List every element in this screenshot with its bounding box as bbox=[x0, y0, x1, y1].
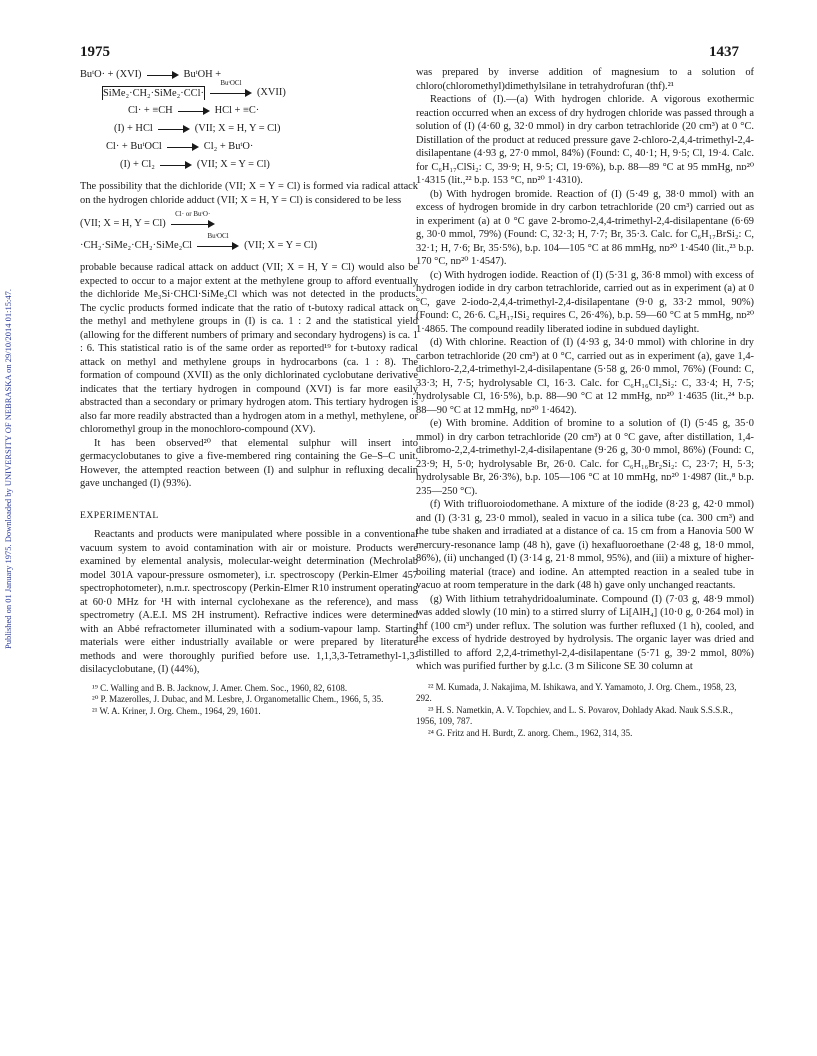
right-column bbox=[416, 66, 754, 739]
reaction-scheme bbox=[80, 66, 418, 174]
section-heading: EXPERIMENTAL bbox=[80, 509, 159, 521]
paragraph: probable because radical attack on adduct (VII; X = H, Y = Cl) would also be expected to occur to a major extent at the methylene group to afford eventually the dichloride Me₃Si·CHCl·SiMe₂Cl which was not detected in the products. The cyclic products formed indicate that the ratio of t-butoxy radical attack on the methyl and methylene groups in (I) is ca. 1 : 2 and the statistical yield (allowing for the different numbers of primary and secondary hydrogens) is ca. 1 : 6. This statistical ratio is of the same order as reported¹⁹ for t-butoxy radical attack on methyl and methylene groups in hydrocarbons (ca. 1 : 8). The formation of compound (XVII) as the only dichlorinated cyclobutane derivative indicates that the tertiary hydrogen in compound (XVI) is far more easily abstracted than a secondary or primary hydrogen atom. This tertiary hydrogen is also far more readily abstracted than a hydrogen atom in a methyl, methylene, or chloromethyl group in the monochloro-compound (XV). bbox=[80, 262, 418, 435]
paragraph: (f) With trifluoroiodomethane. A mixture of the iodide (8·23 g, 42·0 mmol) and (I) (3·31 g, 23·0 mmol), sealed in vacuo in a silica tube (ca. 300 cm³) and the tube shaken and irradiated at a distance of ca. 15 cm from a Hanovia 500 W mercury-resonance lamp (48 h), gave (i) hexafluoroethane (2·48 g, 18·0 mmol, 86%), (ii) unchanged (I) (3·14 g, 21·8 mmol, 95%), and (iii) a mixture of higher-boiling material (trace) and iodine. An attempted reaction in a sealed tube in vacuo at room temperature in the dark (48 h) gave only unchanged reactants. bbox=[416, 499, 754, 591]
footnotes bbox=[416, 682, 754, 740]
paragraph: (e) With bromine. Addition of bromine to a solution of (I) (5·45 g, 35·0 mmol) in dry carbon tetrachloride (20 cm³) at 0 °C gave, after distillation, 1,4-dibromo-2,2,4-trimethyl-2,4-disilapentane (9·26 g, 30·0 mmol, 86%) (Found: C, 23·9; H, 5·0; hydrolysable Br, 26·0. Calc. for C₆H₁₆Br₂Si₂: C, 23·7; H, 5·3; hydrolysable Br, 26·3%), b.p. 105—106 °C at 10 mmHg, nᴅ²⁰ 1·4987 (lit.,⁸ b.p. 235—250 °C). bbox=[416, 418, 754, 497]
paragraph: (b) With hydrogen bromide. Reaction of (I) (5·49 g, 38·0 mmol) with an excess of hydrogen bromide in dry carbon tetrachloride (20 cm³) carried out as in experiment (a) at 0 °C gave 2-bromo-2,4,4-trimethyl-2,4-disilapentane (6·69 g, 30·0 mmol, 79%) (Found: C, 32·3; H, 7·7; Br, 35·3. Calc. for C₆H₁₇BrSi₂: C, 32·1; H, 7·6; Br, 35·5%), b.p. 104—105 °C at 86 mmHg, nᴅ²⁰ 1·4540 (lit.,²³ b.p. 170 °C, nᴅ²⁰ 1·4547). bbox=[416, 188, 754, 267]
equation-1-cont bbox=[80, 79, 418, 102]
paragraph: (d) With chlorine. Reaction of (I) (4·93 g, 34·0 mmol) with chlorine in dry carbon tetrachloride (20 cm³) at 0 °C, carried out as in experiment (a), gave 1,4-dichloro-2,2,4-trimethyl-2,4-disilapentane (5·58 g, 26·0 mmol, 76%) (Found: C, 33·3; H, 7·5; hydrolysable Cl, 16·3. Calc. for C₆H₁₆Cl₂Si₂: C, 33·4; H, 7·5; hydrolysable Cl, 16·5%), b.p. 88—90 °C at 12 mmHg, nᴅ²⁰ 1·4635 (lit.,²⁴ b.p. 88—90 °C at 12 mmHg, nᴅ²⁰ 1·4642). bbox=[416, 337, 754, 416]
eq1-ring-radical: SiMe₂·CH₂·SiMe₂·CCl· bbox=[103, 87, 204, 99]
page-year: 1975 bbox=[80, 44, 110, 60]
reaction-arrow: BuᵗOCl bbox=[197, 242, 239, 251]
reaction-arrow bbox=[160, 161, 192, 170]
reaction-arrow: BuᵗOCl bbox=[210, 89, 252, 98]
equation-7: ·CH₂·SiMe₂·CH₂·SiMe₂Cl BuᵗOCl (VII; X = Y = Cl) bbox=[80, 232, 318, 252]
reaction-scheme-2 bbox=[80, 210, 418, 257]
equation-2: Cl· + ≡CH HCl + ≡C· bbox=[128, 105, 260, 117]
equation-5: (I) + Cl₂ (VII; X = Y = Cl) bbox=[120, 159, 270, 171]
footnote: ¹⁹ C. Walling and B. B. Jacknow, J. Amer. Chem. Soc., 1960, 82, 6108. bbox=[92, 682, 348, 693]
left-column bbox=[80, 66, 418, 717]
footnote: ²³ H. S. Nametkin, A. V. Topchiev, and L. S. Povarov, Dohlady Akad. Nauk S.S.S.R., 1956, 109, 787. bbox=[416, 704, 733, 726]
reaction-arrow bbox=[158, 125, 190, 134]
reaction-arrow: Cl· or BuᵗO· bbox=[171, 220, 215, 229]
paragraph: was prepared by inverse addition of magnesium to a solution of chloro(chloromethyl)dimethylsilane in tetrahydrofuran (thf).²¹ bbox=[416, 67, 754, 92]
eq1-products: BuᵗOH + bbox=[183, 69, 222, 81]
equation-4: Cl· + BuᵗOCl Cl₂ + BuᵗO· bbox=[106, 141, 254, 153]
footnote: ²⁰ P. Mazerolles, J. Dubac, and M. Lesbre, J. Organometallic Chem., 1966, 5, 35. bbox=[92, 694, 384, 704]
footnote: ²² M. Kumada, J. Nakajima, M. Ishikawa, and Y. Yamamoto, J. Org. Chem., 1958, 23, 292. bbox=[416, 681, 737, 703]
paragraph: (g) With lithium tetrahydridoaluminate. Compound (I) (7·03 g, 48·9 mmol) was added slowly (10 min) to a stirred slurry of Li[AlH₄] (10·0 g, 0·264 mol) in thf (100 cm³) under reflux. The solution was further refluxed (1 h), cooled, and the excess of hydride destroyed by hydrolysis. The organic layer was dried and distilled to afford 2,2,4-trimethyl-2,4-disilapentane (5·71 g, 39·2 mmol, 80%) which was purified further by g.l.c. (3 m Silicone SE 30 column at bbox=[416, 593, 754, 672]
paragraph: The possibility that the dichloride (VII; X = Y = Cl) is formed via radical attack on the hydrogen chloride adduct (VII; X = H, Y = Cl) is considered to be less bbox=[80, 181, 418, 206]
eq1-final: (XVII) bbox=[256, 87, 286, 99]
paragraph: It has been observed²⁰ that elemental sulphur will insert into germacyclobutanes to give a five-membered ring containing the Ge–S–C unit. However, the attempted reaction between (I) and sulphur in refluxing decalin gave unchanged (I) (93%). bbox=[80, 437, 418, 489]
footnote: ²⁴ G. Fritz and H. Burdt, Z. anorg. Chem., 1962, 314, 35. bbox=[428, 727, 633, 738]
paragraph: Reactions of (I).—(a) With hydrogen chloride. A vigorous exothermic reaction occurred when an excess of dry hydrogen chloride was passed through a solution of (I) (4·60 g, 32·0 mmol) in dry carbon tetrachloride (20 cm³) at 0 °C. Distillation of the product at reduced pressure gave 2-chloro-2,4,4-trimethyl-2,4-disilapentane (4·93 g, 27·0 mmol, 84%) (Found: C, 40·1; H, 9·5; Cl, 19·4. Calc. for C₆H₁₇ClSi₂: C, 39·9; H, 9·5; Cl, 19·6%), b.p. 88—89 °C at 95 mmHg, nᴅ²⁰ 1·4315 (lit.,²² b.p. 153 °C, nᴅ²⁰ 1·4310). bbox=[416, 94, 754, 186]
reaction-arrow bbox=[147, 71, 179, 80]
reaction-arrow bbox=[167, 143, 199, 152]
paragraph: Reactants and products were manipulated where possible in a conventional vacuum system to avoid contamination with air or moisture. Products were examined by elemental analysis, molecular-weight determination (Mechrolab model 301A vapour-pressure osmometer), i.r. spectroscopy (Perkin-Elmer 457 spectrophotometer), n.m.r. spectroscopy (Perkin-Elmer R10 instrument operating at 60·0 MHz for ¹H with internal cyclohexane as the reference), and mass spectrometry (A.E.I. MS 2H instrument). Refractive indices were determined with an Abbé refractometer illuminated with a sodium-vapour lamp. Starting materials were either industrially available or were prepared by literature methods and were thoroughly purified before use. 1,1,3,3-Tetramethyl-1,3-disilacyclobutane, (I) (44%), bbox=[80, 529, 418, 675]
reaction-arrow bbox=[178, 107, 210, 116]
page-number: 1437 bbox=[709, 44, 739, 60]
paragraph: (c) With hydrogen iodide. Reaction of (I) (5·31 g, 36·8 mmol) with excess of hydrogen iodide in dry carbon tetrachloride, carried out as in experiment (a) at 0 °C, gave 2-iodo-2,4,4-trimethyl-2,4-disilapentane (9·0 g, 33·2 mmol, 90%) (Found: C, 26·6. C₆H₁₇ISi₂ requires C, 26·4%), b.p. 59—60 °C at 5 mmHg, nᴅ²⁰ 1·4865. The compound readily liberated iodine in subdued daylight. bbox=[416, 269, 754, 335]
equation-3: (I) + HCl (VII; X = H, Y = Cl) bbox=[114, 123, 281, 135]
footnote: ²¹ W. A. Kriner, J. Org. Chem., 1964, 29, 1601. bbox=[92, 705, 261, 716]
equation-6: (VII; X = H, Y = Cl) Cl· or BuᵗO· bbox=[80, 213, 418, 235]
download-watermark: Published on 01 January 1975. Downloaded by UNIVERSITY OF NEBRASKA on 29/10/2014 01:15:47. bbox=[3, 289, 13, 649]
eq1-reactants: BuᵗO· + (XVI) bbox=[80, 69, 142, 81]
footnotes bbox=[80, 683, 418, 718]
